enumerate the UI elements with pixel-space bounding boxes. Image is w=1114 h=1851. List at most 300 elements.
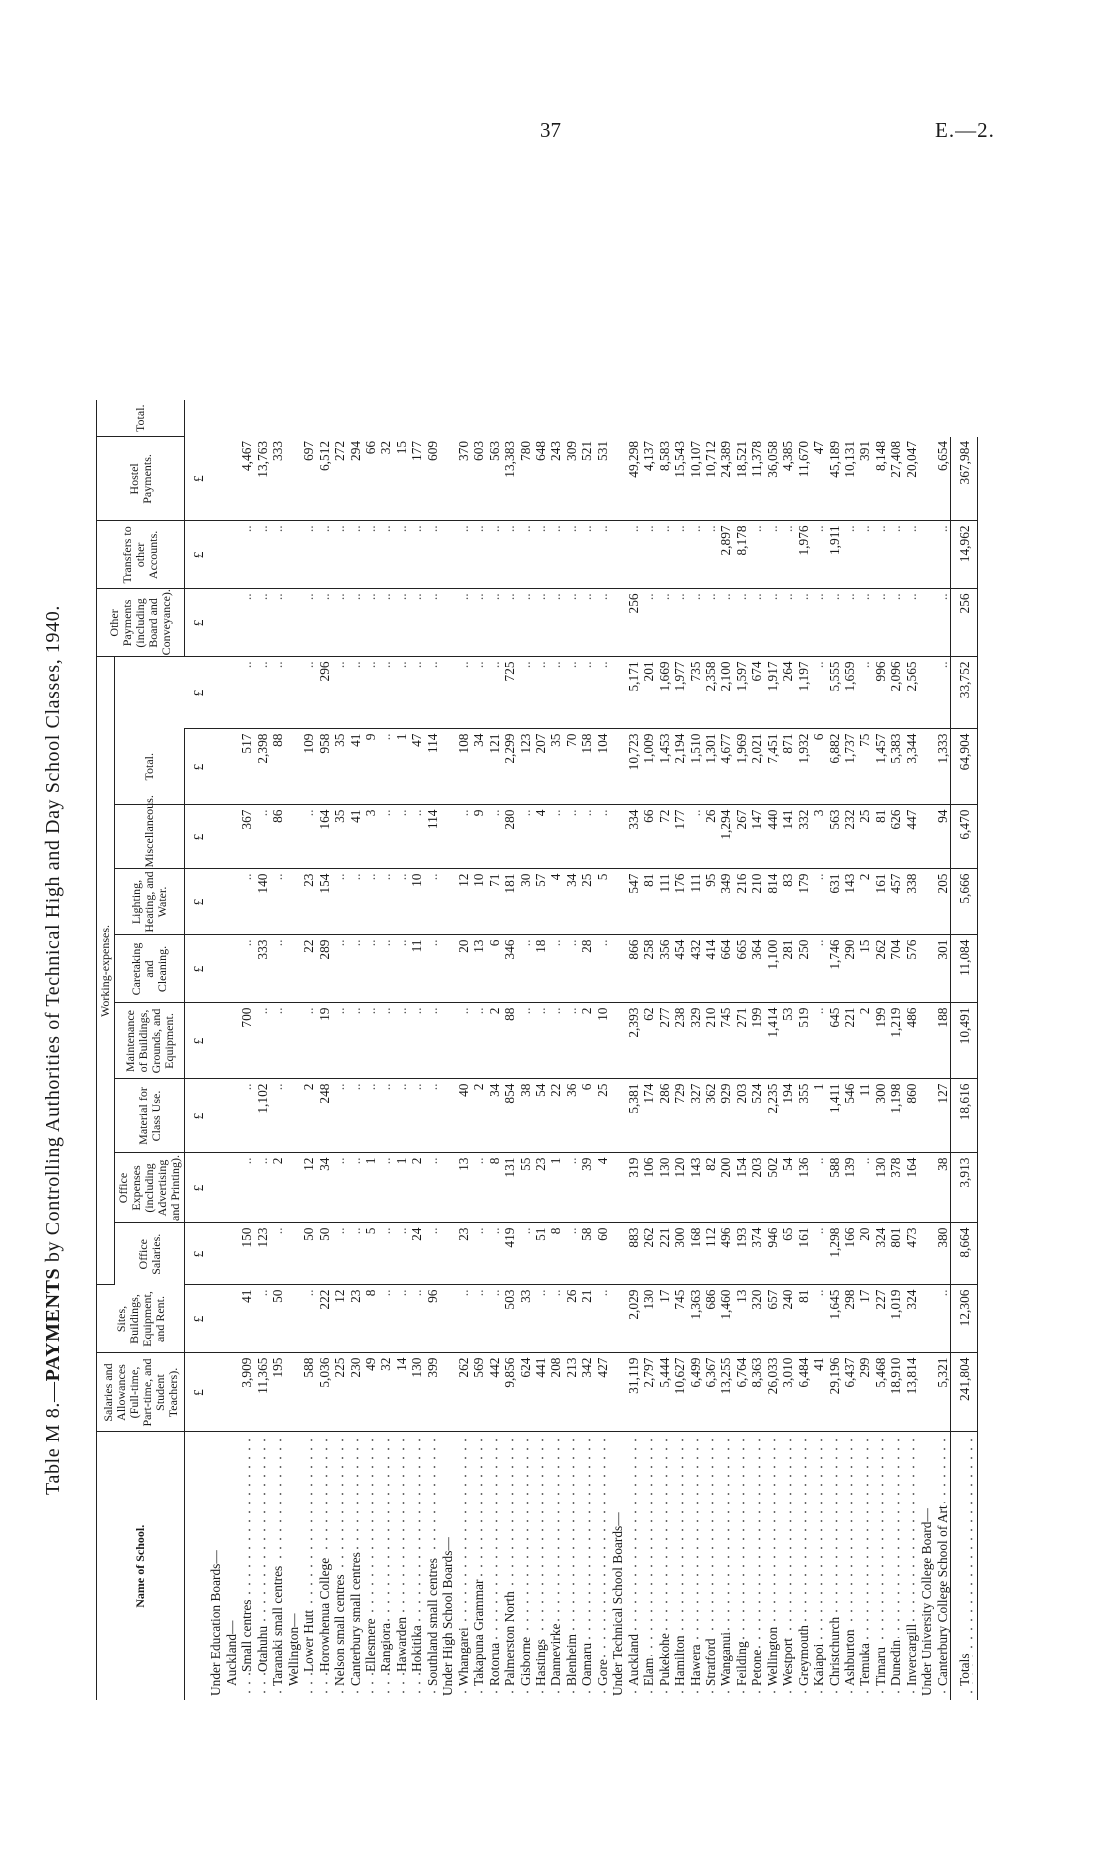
value-cell: .. [301,1285,316,1353]
value-cell: 158 [579,729,594,805]
value-cell: 334 [626,805,641,869]
value-cell: 362 [703,1079,718,1153]
school-name: Hokitika [409,1625,425,1672]
value-cell [919,1003,934,1079]
school-name-cell [626,1432,641,1700]
value-cell: 238 [672,1003,687,1079]
school-name: Feilding [733,1641,749,1686]
value-cell: 1 [811,1079,826,1153]
value-cell: 704 [888,935,903,1003]
value-cell: .. [548,935,563,1003]
value-cell: 1,294 [718,805,733,869]
table-row [657,400,672,1700]
table-row [749,400,764,1700]
value-cell: .. [935,589,951,657]
value-cell: 227 [873,1285,888,1353]
value-cell: .. [471,657,486,729]
value-cell: 503 [502,1285,517,1353]
value-cell: .. [502,589,517,657]
value-cell: 1,100 [765,935,780,1003]
table-row [626,400,641,1700]
value-cell: 2,029 [626,1285,641,1353]
value-cell: .. [888,521,903,589]
value-cell: .. [564,805,579,869]
value-cell: 745 [718,1003,733,1079]
value-cell [919,1285,934,1353]
value-cell: 70 [564,729,579,805]
value-cell: 264 [780,657,795,729]
value-cell: 1,976 [796,521,811,589]
value-cell [440,657,455,729]
value-cell: 1,019 [888,1285,903,1353]
value-cell: 20 [456,935,471,1003]
table-row [301,400,316,1700]
value-cell: 136 [796,1153,811,1223]
value-cell [208,589,223,657]
value-cell: 624 [518,1353,533,1432]
value-cell: .. [456,521,471,589]
value-cell: 139 [842,1153,857,1223]
value-cell: 10,627 [672,1353,687,1432]
value-cell: .. [394,1003,409,1079]
header-other: Other Payments (including Board and Conveyance). [97,589,185,657]
value-cell: .. [239,657,254,729]
value-cell: 25 [595,1079,610,1153]
table-row [425,400,440,1700]
value-cell: 6,764 [734,1353,749,1432]
value-cell: 725 [502,657,517,729]
value-cell: 164 [317,805,332,869]
value-cell: 2,565 [904,657,919,729]
value-cell: 309 [564,437,579,521]
value-cell: .. [904,589,919,657]
value-cell: 4,137 [641,437,656,521]
value-cell [224,1285,239,1353]
value-cell: .. [518,521,533,589]
value-cell: 277 [657,1003,672,1079]
school-name: Petone [749,1649,765,1686]
value-cell [919,805,934,869]
value-cell: .. [811,869,826,935]
value-cell: 17 [657,1285,672,1353]
value-cell: 174 [641,1079,656,1153]
value-cell: .. [857,589,872,657]
value-cell: 29,196 [827,1353,842,1432]
value-cell: 130 [409,1353,424,1432]
total-value-cell: 256 [951,589,977,657]
value-cell: .. [579,657,594,729]
value-cell: .. [425,935,440,1003]
value-cell: 123 [518,729,533,805]
school-name-cell [378,1432,393,1700]
value-cell: 665 [734,935,749,1003]
value-cell: 6,654 [935,437,951,521]
value-cell [919,1353,934,1432]
header-salaries: Salaries and Allowances (Full-time, Part-time, and Student Teachers). [97,1353,185,1432]
value-cell: .. [688,805,703,869]
total-value-cell: 8,664 [951,1223,977,1285]
value-cell: .. [811,1285,826,1353]
value-cell: .. [332,1223,347,1285]
school-name-cell [208,1432,223,1700]
value-cell: .. [394,589,409,657]
value-cell: .. [378,657,393,729]
value-cell: 1,746 [827,935,842,1003]
value-cell: 23 [456,1223,471,1285]
school-name: Greymouth [795,1625,811,1686]
value-cell: 519 [796,1003,811,1079]
value-cell: 502 [765,1153,780,1223]
value-cell [286,589,301,657]
value-cell: 195 [270,1353,285,1432]
value-cell: .. [842,589,857,657]
value-cell: 5,468 [873,1353,888,1432]
value-cell: 531 [595,437,610,521]
value-cell: 1,009 [641,729,656,805]
school-name: Southland small centres [424,1558,440,1686]
school-name-cell [409,1432,424,1700]
value-cell: 8,583 [657,437,672,521]
value-cell: .. [270,869,285,935]
page-reference: E.—2. [935,118,995,142]
value-cell: 194 [780,1079,795,1153]
value-cell: 39 [579,1153,594,1223]
value-cell: 547 [626,869,641,935]
table-row [857,400,872,1700]
value-cell: .. [873,589,888,657]
value-cell: .. [409,1079,424,1153]
value-cell [208,869,223,935]
value-cell: 11 [857,1079,872,1153]
school-name: Horowhenua College [316,1557,332,1672]
value-cell: .. [456,1285,471,1353]
value-cell [919,589,934,657]
table-body [185,400,978,1700]
school-name-cell [348,1432,363,1700]
value-cell: 700 [239,1003,254,1079]
table-row [394,400,409,1700]
value-cell: 333 [270,437,285,521]
table-row [348,400,363,1700]
value-cell: 6 [811,729,826,805]
school-name-cell [363,1432,378,1700]
value-cell: 45,189 [827,437,842,521]
value-cell: .. [703,589,718,657]
value-cell: 201 [641,657,656,729]
value-cell: 222 [317,1285,332,1353]
school-name-cell [641,1432,656,1700]
school-name: Oamaru [579,1642,595,1686]
value-cell: 36,058 [765,437,780,521]
school-name: Kaiapoi [811,1643,827,1686]
value-cell: .. [796,589,811,657]
value-cell: .. [641,521,656,589]
value-cell: 6 [487,935,502,1003]
value-cell: 150 [239,1223,254,1285]
value-cell: 289 [317,935,332,1003]
value-cell: .. [595,1285,610,1353]
table-row [378,400,393,1700]
value-cell: 281 [780,935,795,1003]
school-name-cell [842,1432,857,1700]
value-cell: 814 [765,869,780,935]
value-cell: 9 [471,805,486,869]
table-row [579,400,594,1700]
value-cell: 199 [749,1003,764,1079]
value-cell: 38 [935,1153,951,1223]
value-cell: .. [394,1285,409,1353]
value-cell: 1,333 [935,729,951,805]
school-name-cell [579,1432,594,1700]
value-cell [224,729,239,805]
value-cell: 2,096 [888,657,903,729]
value-cell: 8 [363,1285,378,1353]
value-cell: 4 [548,869,563,935]
value-cell: 2 [301,1079,316,1153]
header-sites: Sites, Buildings, Equipment, and Rent. [97,1285,185,1353]
value-cell: .. [857,521,872,589]
school-name-cell [533,1432,548,1700]
value-cell: 286 [657,1079,672,1153]
value-cell: .. [595,521,610,589]
value-cell: 72 [657,805,672,869]
value-cell: 262 [873,935,888,1003]
value-cell: 177 [409,437,424,521]
value-cell [224,1223,239,1285]
value-cell: 1,932 [796,729,811,805]
total-value-cell: 33,752 [951,657,977,729]
title-main: PAYMENTS [42,1267,64,1382]
value-cell: .. [317,521,332,589]
school-name: Under University College Board— [919,1508,935,1696]
total-value-cell: 11,084 [951,935,977,1003]
value-cell: 22 [301,935,316,1003]
total-value-cell: 6,470 [951,805,977,869]
value-cell: 123 [255,1223,270,1285]
value-cell [610,521,625,589]
value-cell: 120 [672,1153,687,1223]
value-cell: .. [332,1003,347,1079]
value-cell: 33 [518,1285,533,1353]
value-cell [224,805,239,869]
value-cell: 15,543 [672,437,687,521]
value-cell: .. [703,521,718,589]
value-cell: .. [579,521,594,589]
value-cell: .. [394,805,409,869]
value-cell: 432 [688,935,703,1003]
value-cell: .. [332,1079,347,1153]
value-cell: .. [332,869,347,935]
school-name: Dunedin [888,1639,904,1686]
value-cell: .. [518,935,533,1003]
value-cell [286,1285,301,1353]
value-cell: .. [564,657,579,729]
value-cell [286,1353,301,1432]
value-cell: .. [255,521,270,589]
value-cell: .. [348,935,363,1003]
table-row [363,400,378,1700]
school-name: Hawera [687,1644,703,1686]
value-cell [286,805,301,869]
value-cell: 23 [533,1153,548,1223]
value-cell: 141 [780,805,795,869]
value-cell: 213 [564,1353,579,1432]
value-cell: 2 [857,1003,872,1079]
value-cell: .. [456,589,471,657]
table-row [595,400,610,1700]
value-cell: .. [688,521,703,589]
value-cell: 15 [394,437,409,521]
table-row [471,400,486,1700]
value-cell: 454 [672,935,687,1003]
value-cell: .. [363,869,378,935]
value-cell: 50 [270,1285,285,1353]
value-cell: 188 [935,1003,951,1079]
value-cell [440,869,455,935]
table-row [765,400,780,1700]
school-name: Wellington [764,1626,780,1686]
value-cell: 1,453 [657,729,672,805]
value-cell: .. [564,521,579,589]
value-cell: .. [394,869,409,935]
school-name: Ellesmere [362,1618,378,1672]
value-cell: .. [239,521,254,589]
value-cell: 441 [533,1353,548,1432]
school-name-cell [888,1432,903,1700]
value-cell [224,1003,239,1079]
value-cell: .. [935,1285,951,1353]
value-cell [286,1223,301,1285]
value-cell [224,1079,239,1153]
value-cell: .. [270,935,285,1003]
value-cell [208,1079,223,1153]
value-cell: 4,677 [718,729,733,805]
value-cell: .. [348,1223,363,1285]
value-cell: 2,897 [718,521,733,589]
value-cell: 496 [718,1223,733,1285]
value-cell: .. [765,589,780,657]
value-cell: 131 [502,1153,517,1223]
value-cell: .. [548,521,563,589]
value-cell [224,657,239,729]
value-cell: 60 [595,1223,610,1285]
table-row [796,400,811,1700]
value-cell: 40 [456,1079,471,1153]
school-name: Small centres [239,1599,255,1672]
value-cell: 2,398 [255,729,270,805]
value-cell: 243 [548,437,563,521]
value-cell: 1,414 [765,1003,780,1079]
value-cell: 13,763 [255,437,270,521]
total-value-cell: 241,804 [951,1353,977,1432]
value-cell: .. [564,1003,579,1079]
value-cell: .. [935,657,951,729]
school-name-cell [904,1432,919,1700]
school-name-cell [548,1432,563,1700]
value-cell: 11,670 [796,437,811,521]
value-cell: .. [533,521,548,589]
value-cell: .. [749,521,764,589]
value-cell [440,1079,455,1153]
value-cell: 28 [579,935,594,1003]
value-cell: 4,467 [239,437,254,521]
table-row [610,400,625,1700]
value-cell: .. [749,589,764,657]
value-cell: .. [857,1153,872,1223]
value-cell: 332 [796,805,811,869]
value-cell: 1,597 [734,657,749,729]
school-name-cell [239,1432,254,1700]
value-cell: 3,909 [239,1353,254,1432]
school-name-cell [610,1432,625,1700]
value-cell: .. [811,1153,826,1223]
school-name: Wellington— [285,1613,301,1686]
value-cell: 203 [734,1079,749,1153]
school-name-cell [255,1432,270,1700]
value-cell: 81 [796,1285,811,1353]
header-total: Total. [97,400,185,437]
value-cell: 86 [270,805,285,869]
value-cell: 267 [734,805,749,869]
value-cell [286,1079,301,1153]
table-row [873,400,888,1700]
value-cell: 18,910 [888,1353,903,1432]
table-row [440,400,455,1700]
value-cell: .. [456,805,471,869]
value-cell: .. [564,1153,579,1223]
value-cell [208,1153,223,1223]
value-cell: 5,036 [317,1353,332,1432]
value-cell: .. [734,589,749,657]
table-row [641,400,656,1700]
header-misc: Miscellaneous. [115,805,185,869]
value-cell: 569 [471,1353,486,1432]
school-name: Under High School Boards— [440,1537,456,1696]
value-cell: .. [471,1003,486,1079]
value-cell: 329 [688,1003,703,1079]
value-cell: 54 [533,1079,548,1153]
school-name-cell [332,1432,347,1700]
value-cell: 8,178 [734,521,749,589]
table-row [919,400,934,1700]
value-cell: 1,219 [888,1003,903,1079]
value-cell: .. [301,657,316,729]
value-cell: .. [255,1153,270,1223]
value-cell: .. [487,521,502,589]
value-cell: .. [301,589,316,657]
value-cell: .. [487,657,502,729]
school-name-cell [718,1432,733,1700]
value-cell: .. [471,521,486,589]
value-cell [610,805,625,869]
value-cell: .. [378,805,393,869]
school-name-cell [425,1432,440,1700]
value-cell: .. [409,589,424,657]
value-cell: 13 [471,935,486,1003]
school-name-cell [502,1432,517,1700]
value-cell: 524 [749,1079,764,1153]
value-cell: .. [270,589,285,657]
total-value-cell: 367,984 [951,437,977,521]
total-value-cell: 10,491 [951,1003,977,1079]
value-cell: .. [533,589,548,657]
value-cell: 13,255 [718,1353,733,1432]
value-cell: .. [548,1285,563,1353]
value-cell [440,1003,455,1079]
value-cell: 2,393 [626,1003,641,1079]
value-cell: 1,363 [688,1285,703,1353]
value-cell: 81 [641,869,656,935]
